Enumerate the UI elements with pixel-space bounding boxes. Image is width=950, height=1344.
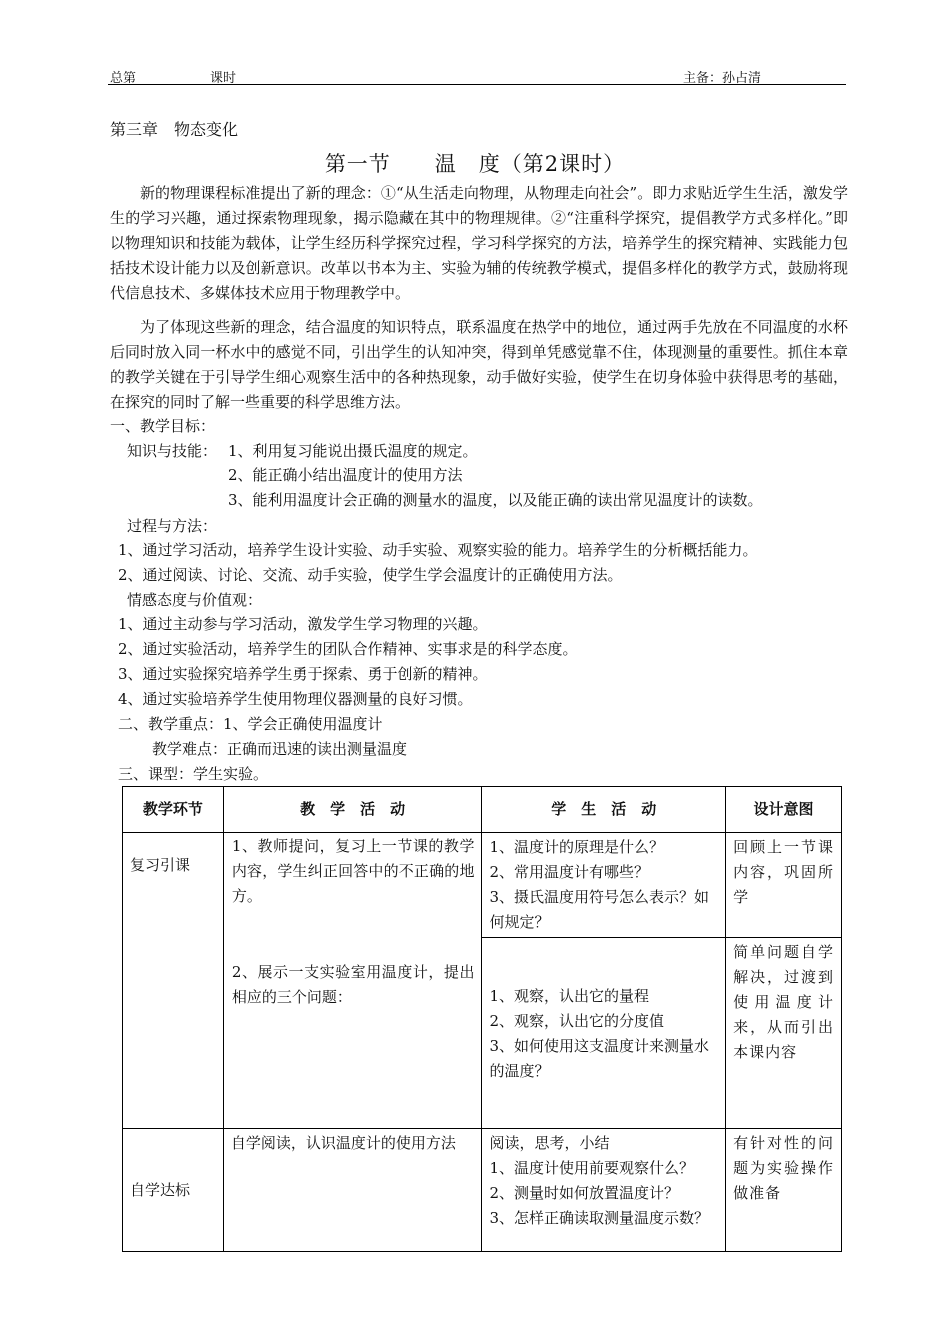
student-observe-1: 1、观察，认出它的量程 bbox=[489, 987, 650, 1005]
chapter-title: 第三章 物态变化 bbox=[110, 120, 239, 139]
intro-paragraph-2: 为了体现这些新的理念，结合温度的知识特点，联系温度在热学中的地位，通过两手先放在不同温度的水杯后同时放入同一杯水中的感觉不同，引出学生的认知冲突，得到单凭感觉靠不住，体现测量的重要性。抓住本章的教学关键在于引导学生细心观察生活中的各种热现象，动手做好实验，使学生在切身体验中获得思考的基础，在探究的同时了解一些重要的科学思维方法。 bbox=[110, 318, 848, 411]
knowledge-item-2: 2、能正确小结出温度计的使用方法 bbox=[228, 466, 463, 484]
emotion-item-2: 2、通过实验活动，培养学生的团队合作精神、实事求是的科学态度。 bbox=[118, 640, 578, 658]
header-stage: 教学环节 bbox=[123, 787, 224, 833]
intent-cell: 回顾上一节课内容，巩固所学 bbox=[726, 833, 842, 938]
table-row bbox=[123, 833, 842, 938]
student-question-1: 1、温度计的原理是什么？ bbox=[489, 838, 665, 856]
process-item-2: 2、通过阅读、讨论、交流、动手实验，使学生学会温度计的正确使用方法。 bbox=[118, 566, 623, 584]
student-activity-cell bbox=[482, 833, 726, 938]
student-question-2: 2、测量时如何放置温度计？ bbox=[489, 1184, 680, 1202]
process-item-1: 1、通过学习活动，培养学生设计实验、动手实验、观察实验的能力。培养学生的分析概括能力。 bbox=[118, 541, 758, 559]
section-title: 第一节 温 度（第2课时） bbox=[324, 152, 626, 176]
process-label: 过程与方法： bbox=[127, 517, 218, 535]
header-rule bbox=[108, 84, 846, 85]
key-difficulty: 教学难点：正确而迅速的读出测量温度 bbox=[152, 740, 408, 758]
emotion-item-4: 4、通过实验培养学生使用物理仪器测量的良好习惯。 bbox=[118, 690, 473, 708]
lesson-table bbox=[122, 786, 842, 1252]
table-header-row bbox=[123, 787, 842, 833]
emotion-item-1: 1、通过主动参与学习活动，激发学生学习物理的兴趣。 bbox=[118, 615, 488, 633]
header-lesson-label: 课时 bbox=[210, 71, 237, 86]
student-activity-cell bbox=[482, 1129, 726, 1252]
lesson-type: 三、课型：学生实验。 bbox=[118, 765, 269, 783]
intent-cell: 简单问题自学解决，过渡到使用温度计来，从而引出本课内容 bbox=[726, 938, 842, 1129]
intent-cell: 有针对性的问题为实验操作做准备 bbox=[726, 1129, 842, 1252]
student-question-3: 3、摄氏温度用符号怎么表示？如何规定？ bbox=[489, 888, 710, 931]
header-student-activity: 学 生 活 动 bbox=[482, 787, 726, 833]
teacher-activity-cell: 自学阅读，认识温度计的使用方法 bbox=[223, 1129, 482, 1252]
student-read-line: 阅读，思考，小结 bbox=[489, 1134, 610, 1152]
stage-cell: 自学达标 bbox=[123, 1129, 224, 1252]
stage-cell: 复习引课 bbox=[123, 833, 224, 1129]
teacher-activity-2: 2、展示一支实验室用温度计，提出相应的三个问题： bbox=[231, 963, 475, 1006]
header-total-label: 总第 bbox=[110, 71, 137, 86]
goals-heading: 一、教学目标： bbox=[110, 417, 216, 435]
student-question-3: 3、怎样正确读取测量温度示数？ bbox=[489, 1209, 710, 1227]
knowledge-item-1: 1、利用复习能说出摄氏温度的规定。 bbox=[228, 442, 478, 460]
emotion-item-3: 3、通过实验探究培养学生勇于探索、勇于创新的精神。 bbox=[118, 665, 488, 683]
student-observe-3: 3、如何使用这支温度计来测量水的温度？ bbox=[489, 1037, 710, 1080]
table-row bbox=[123, 1129, 842, 1252]
teacher-activity-1: 1、教师提问，复习上一节课的教学 内容，学生纠正回答中的不正确的地方。 bbox=[231, 837, 490, 905]
knowledge-label: 知识与技能： bbox=[127, 442, 218, 460]
key-focus: 二、教学重点：1、学会正确使用温度计 bbox=[118, 715, 383, 733]
emotion-label: 情感态度与价值观： bbox=[127, 591, 263, 609]
student-observe-2: 2、观察，认出它的分度值 bbox=[489, 1012, 665, 1030]
header-teacher-activity: 教 学 活 动 bbox=[223, 787, 482, 833]
student-activity-cell bbox=[482, 938, 726, 1129]
knowledge-item-3: 3、能利用温度计会正确的测量水的温度，以及能正确的读出常见温度计的读数。 bbox=[228, 491, 763, 509]
header-author: 主备：孙占清 bbox=[683, 71, 762, 86]
header-design-intent: 设计意图 bbox=[726, 787, 842, 833]
student-question-2: 2、常用温度计有哪些？ bbox=[489, 863, 650, 881]
intro-paragraph-1: 新的物理课程标准提出了新的理念：①“从生活走向物理，从物理走向社会”。即力求贴近学生生活，激发学生的学习兴趣，通过探索物理现象，揭示隐藏在其中的物理规律。②“注重科学探究，提倡教学方式多样化。”即以物理知识和技能为载体，让学生经历科学探究过程，学习科学探究的方法，培养学生的探究精神、实践能力包括技术设计能力以及创新意识。改革以书本为主、实验为辅的传统教学模式，提倡多样化的教学方式，鼓励将现代信息技术、多媒体技术应用于物理教学中。 bbox=[110, 184, 848, 302]
student-question-1: 1、温度计使用前要观察什么？ bbox=[489, 1159, 695, 1177]
teacher-activity-cell bbox=[223, 833, 490, 1129]
